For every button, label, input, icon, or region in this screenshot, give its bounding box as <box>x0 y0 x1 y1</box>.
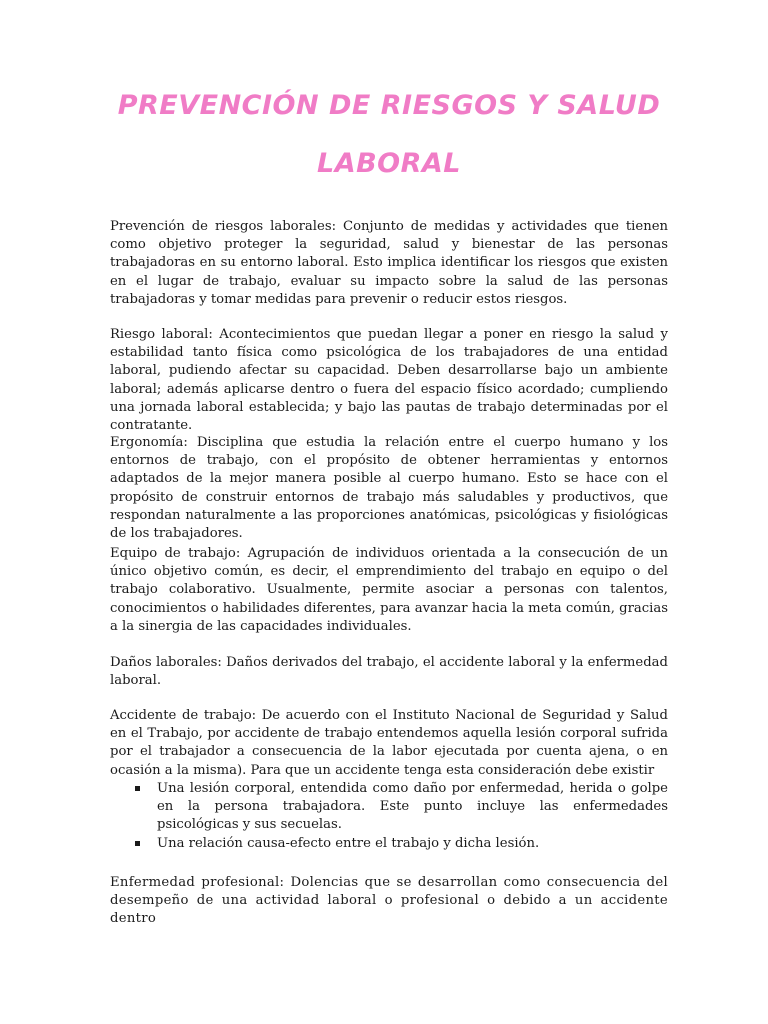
list-item <box>110 835 668 853</box>
accident-conditions-list <box>110 780 668 853</box>
paragraph-equipo-trabajo: Equipo de trabajo: Agrupación de individuos orientada a la consecución de un único objetivo común, es decir, el emprendimiento del trabajo en equipo o del trabajo colaborativo. Usualmente, permite asociar a personas con talentos, conocimientos o habilidades diferentes, para avanzar hacia la meta común, gracias a la sinergia de las capacidades individuales. <box>110 546 668 634</box>
paragraph-danos-laborales: Daños laborales: Daños derivados del trabajo, el accidente laboral y la enfermedad laboral. <box>110 655 668 689</box>
document-title-line-2: LABORAL <box>316 148 462 179</box>
document-title-line-1: PREVENCIÓN DE RIESGOS Y SALUD <box>117 90 661 121</box>
paragraph-ergonomia: Ergonomía: Disciplina que estudia la relación entre el cuerpo humano y los entornos de trabajo, con el propósito de obtener herramientas y entornos adaptados de la mejor manera posible al cuerpo humano. Esto se hace con el propósito de construir entornos de trabajo más saludables y productivos, que respondan naturalmente a las proporciones anatómicas, psicológicas y fisiológicas de los trabajadores. <box>110 435 668 542</box>
list-item-text: Una lesión corporal, entendida como daño por enfermedad, herida o golpe en la persona trabajadora. Este punto incluye las enfermedades psicológicas y sus secuelas. <box>157 781 668 833</box>
list-item-text: Una relación causa-efecto entre el trabajo y dicha lesión. <box>157 835 540 851</box>
paragraph-riesgo-laboral: Riesgo laboral: Acontecimientos que puedan llegar a poner en riesgo la salud y estabilidad tanto física como psicológica de los trabajadores de una entidad laboral, pudiendo afectar su capacidad. Deben desarrollarse bajo un ambiente laboral; además aplicarse dentro o fuera del espacio físico acordado; cumpliendo una jornada laboral establecida; y bajo las pautas de trabajo determinadas por el contratante. <box>110 327 668 434</box>
square-bullet-icon <box>135 786 140 791</box>
square-bullet-icon <box>135 841 140 846</box>
paragraph-accidente-trabajo: Accidente de trabajo: De acuerdo con el Instituto Nacional de Seguridad y Salud en el Trabajo, por accidente de trabajo entendemos aquella lesión corporal sufrida por el trabajador a consecuencia de la labor ejecutada por cuenta ajena, o en ocasión a la misma). Para que un accidente tenga esta consideración debe existir <box>110 708 668 778</box>
paragraph-prevencion-riesgos: Prevención de riesgos laborales: Conjunto de medidas y actividades que tienen como objetivo proteger la seguridad, salud y bienestar de las personas trabajadoras en su entorno laboral. Esto implica identificar los riesgos que existen en el lugar de trabajo, evaluar su impacto sobre la salud de las personas trabajadoras y tomar medidas para prevenir o reducir estos riesgos. <box>110 219 668 307</box>
list-item <box>110 780 668 835</box>
paragraph-enfermedad-profesional: Enfermedad profesional: Dolencias que se desarrollan como consecuencia del desempeño de una actividad laboral o profesional o debido a un accidente dentro <box>110 875 668 927</box>
